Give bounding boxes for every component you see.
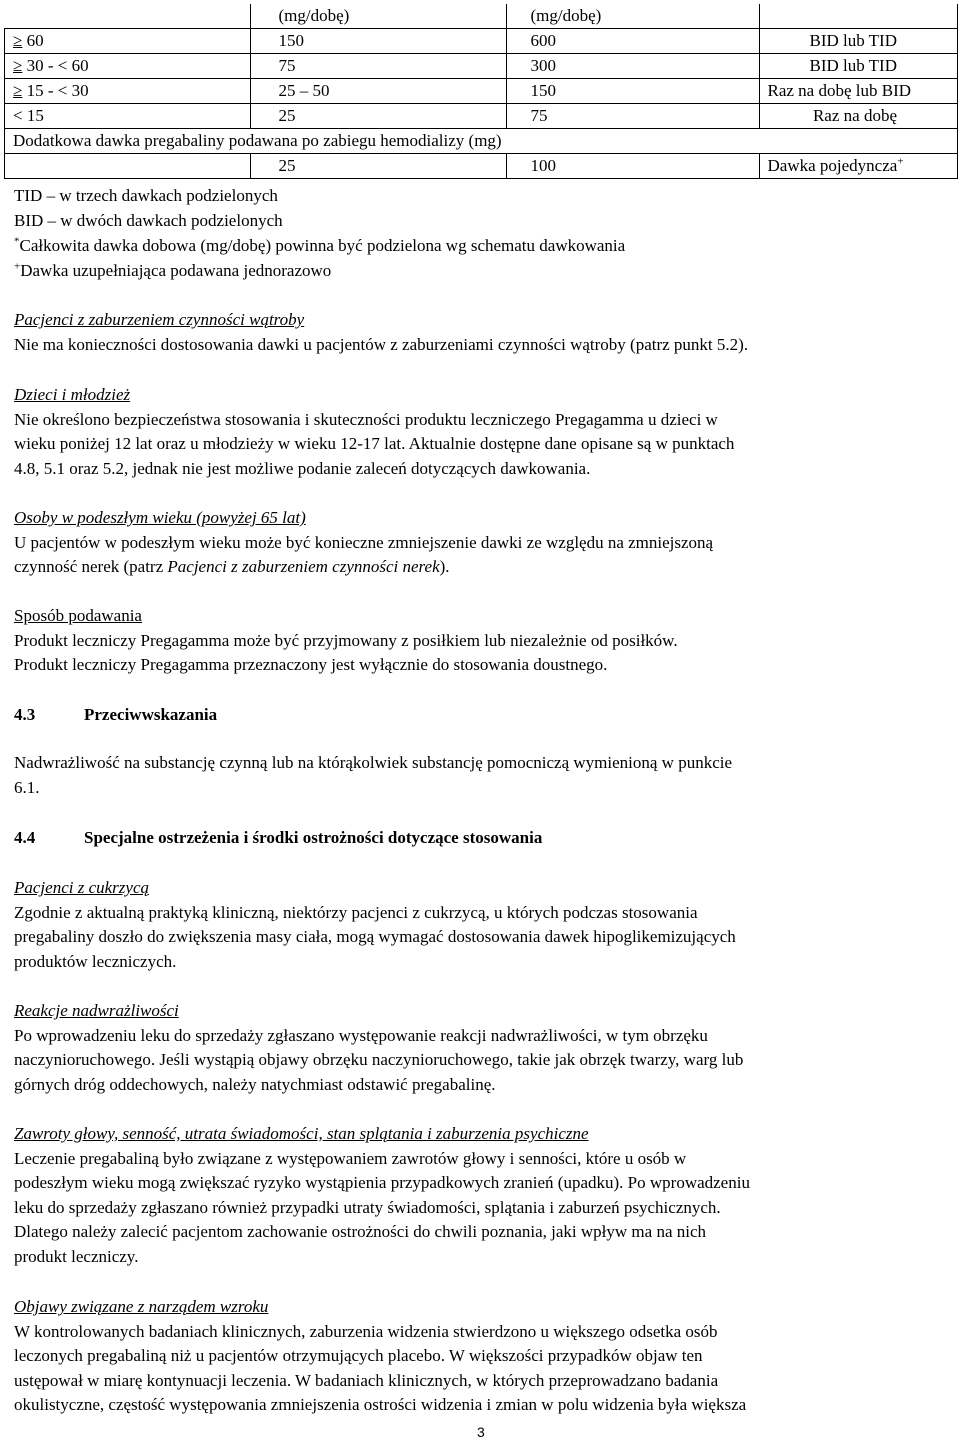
section-title: Sposób podawania <box>14 606 142 625</box>
table-row: ≥ 60 150 600 BID lub TID <box>5 29 958 54</box>
section-title: Dzieci i młodzież <box>14 385 131 404</box>
gte-symbol: ≥ <box>13 31 23 50</box>
section-title: Zawroty głowy, senność, utrata świadomości, stan splątania i zaburzenia psychiczne <box>14 1124 589 1143</box>
section-elderly: Osoby w podeszłym wieku (powyżej 65 lat) U pacjentów w podeszłym wieku może być konieczne zmniejszenie dawki ze względu na zmniejszoną czynność nerek (patrz Pacjenci z zaburzeniem czynności nerek). <box>14 506 944 580</box>
section-dizziness: Zawroty głowy, senność, utrata świadomości, stan splątania i zaburzenia psychiczne Leczenie pregabaliną było związane z występowaniem zawrotów głowy i senności, które u osób w podeszłym wieku mogą zwiększać ryzyko wystąpienia przypadkowych zranień (upadku). Po wprowadzeniu leku do sprzedaży zgłaszano również przypadki utraty świadomości, splątania i zaburzeń psychicznych. Dlatego należy zalecić pacjentom zachowanie ostrożności do chwili poznania, jaki wpływ ma na nich produkt leczniczy. <box>14 1122 944 1269</box>
section-title: Reakcje nadwrażliwości <box>14 1001 179 1020</box>
table-row: < 15 25 75 Raz na dobę <box>5 104 958 129</box>
heading-4-3: 4.3 Przeciwwskazania <box>14 705 218 724</box>
section-title: Objawy związane z narządem wzroku <box>14 1297 269 1316</box>
section-liver: Pacjenci z zaburzeniem czynności wątroby Nie ma konieczności dostosowania dawki u pacjentów z zaburzeniami czynności wątroby (patrz punkt 5.2). <box>14 308 944 357</box>
section-children: Dzieci i młodzież Nie określono bezpieczeństwa stosowania i skuteczności produktu leczniczego Pregagamma u dzieci w wieku poniżej 12 lat oraz u młodzieży w wieku 12-17 lat. Aktualnie dostępne dane opisane są w punktach 4.8, 5.1 oraz 5.2, jednak nie jest możliwe podanie zaleceń dotyczących dawkowania. <box>14 383 944 481</box>
heading-4-4: 4.4 Specjalne ostrzeżenia i środki ostrożności dotyczące stosowania <box>14 828 543 847</box>
section-hypersensitivity: Reakcje nadwrażliwości Po wprowadzeniu leku do sprzedaży zgłaszano występowanie reakcji nadwrażliwości, w tym obrzęku naczynioruchowego. Jeśli wystąpią objawy obrzęku naczynioruchowego, takie jak obrzęk twarzy, warg lub górnych dróg oddechowych, należy natychmiast odstawić pregabalinę. <box>14 999 944 1097</box>
table-row: ≥ 15 - < 30 25 – 50 150 Raz na dobę lub BID <box>5 79 958 104</box>
section-title: Osoby w podeszłym wieku (powyżej 65 lat) <box>14 508 306 527</box>
section-title: Pacjenci z zaburzeniem czynności wątroby <box>14 310 305 329</box>
gte-symbol: ≥ <box>13 56 23 75</box>
section-contraindications: Nadwrażliwość na substancję czynną lub na którąkolwiek substancję pomocniczą wymienioną w punkcie 6.1. <box>14 753 733 797</box>
header-cell: (mg/dobę) <box>506 4 759 29</box>
dosage-table <box>4 4 958 179</box>
section-vision: Objawy związane z narządem wzroku W kontrolowanych badaniach klinicznych, zaburzenia widzenia stwierdzono u większego odsetka osób leczonych pregabaliną niż u pacjentów otrzymujących placebo. W większości przypadków objaw ten ustępował w miarę kontynuacji leczenia. W badaniach klinicznych, w których przeprowadzano badania okulistyczne, częstość występowania zmniejszenia ostrości widzenia i zmian w polu widzenia była większa <box>14 1295 944 1418</box>
table-header-row <box>5 4 958 29</box>
section-diabetes: Pacjenci z cukrzycą Zgodnie z aktualną praktyką kliniczną, niektórzy pacjenci z cukrzycą, u których podczas stosowania pregabaliny doszło do zwiększenia masy ciała, mogą wymagać dostosowania dawek hipoglikemizujących produktów leczniczych. <box>14 876 944 974</box>
section-administration: Sposób podawania Produkt leczniczy Pregagamma może być przyjmowany z posiłkiem lub niezależnie od posiłków. Produkt leczniczy Pregagamma przeznaczony jest wyłącznie do stosowania doustnego. <box>14 604 944 678</box>
table-supplement-title-row: Dodatkowa dawka pregabaliny podawana po zabiegu hemodializy (mg) <box>5 129 958 154</box>
page-number: 3 <box>477 1424 485 1440</box>
gte-symbol: ≥ <box>13 81 23 100</box>
table-notes: TID – w trzech dawkach podzielonych BID – w dwóch dawkach podzielonych *Całkowita dawka dobowa (mg/dobę) powinna być podzielona wg schematu dawkowania +Dawka uzupełniająca podawana jednorazowo <box>14 186 626 280</box>
table-supplement-row: 25 100 Dawka pojedyncza+ <box>5 154 958 179</box>
header-cell: (mg/dobę) <box>250 4 506 29</box>
table-row: ≥ 30 - < 60 75 300 BID lub TID <box>5 54 958 79</box>
section-title: Pacjenci z cukrzycą <box>14 878 149 897</box>
